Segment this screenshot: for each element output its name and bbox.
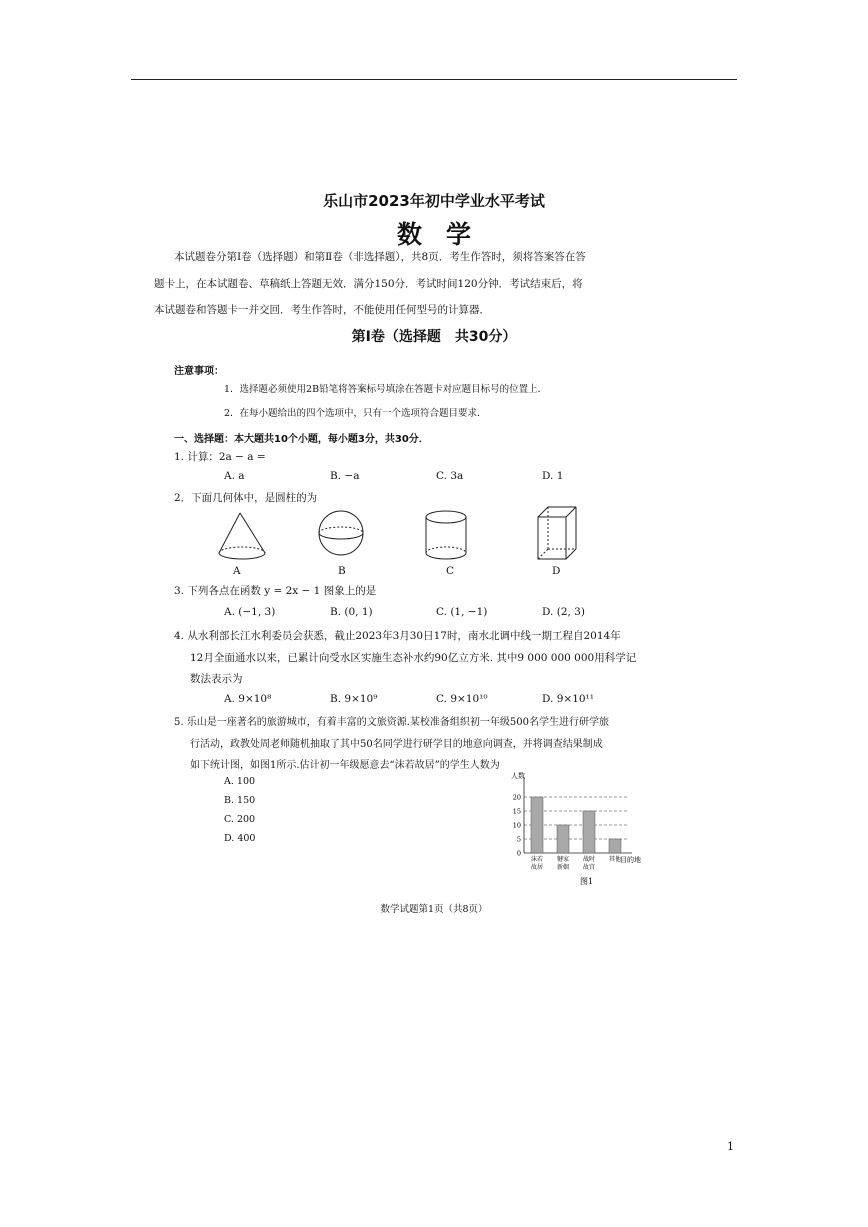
q5-line-1: 5. 乐山是一座著名的旅游城市，有着丰富的文旅资源.某校准备组织初一年级500名学生进行研学旅 bbox=[174, 717, 609, 728]
q2-label-b: B bbox=[338, 565, 346, 577]
q3-option-d: D. (2, 3) bbox=[542, 606, 585, 618]
section-heading: 第Ⅰ卷（选择题 共30分） bbox=[351, 329, 517, 345]
chart-x-tick-label: 犍家 bbox=[556, 856, 570, 863]
intro-line-1: 本试题卷分第Ⅰ卷（选择题）和第Ⅱ卷（非选择题），共8页．考生作答时，须将答案答在答 bbox=[174, 251, 586, 263]
chart-x-tick-label: 故居 bbox=[530, 864, 544, 871]
q5-option-c: C. 200 bbox=[224, 814, 256, 825]
q2-stem: 2．下面几何体中，是圆柱的为 bbox=[174, 492, 318, 504]
chart-bar bbox=[583, 811, 595, 853]
intro-line-2: 题卡上，在本试题卷、草稿纸上答题无效．满分150分．考试时间120分钟．考试结束后，将 bbox=[154, 278, 583, 290]
note-item-2: 2．在每小题给出的四个选项中，只有一个选项符合题目要求． bbox=[224, 408, 487, 419]
q1-option-a: A. a bbox=[224, 470, 245, 482]
sphere-figure bbox=[319, 511, 363, 555]
notes-heading: 注意事项： bbox=[174, 366, 224, 377]
top-rule bbox=[131, 79, 737, 80]
chart-ylabel: 人数 bbox=[511, 772, 525, 780]
q5-option-b: B. 150 bbox=[224, 795, 256, 806]
q2-label-c: C bbox=[446, 565, 455, 577]
chart-bar bbox=[609, 839, 621, 853]
q3-stem: 3. 下列各点在函数 y = 2x − 1 图象上的是 bbox=[174, 585, 377, 597]
chart-x-tick-label: 沫若 bbox=[530, 856, 544, 863]
q1-option-b: B. −a bbox=[330, 470, 360, 482]
q5-line-2: 行活动，政教处周老师随机抽取了其中50名同学进行研学目的地意向调查，并将调查结果制成 bbox=[190, 739, 603, 750]
q2-label-d: D bbox=[552, 565, 561, 577]
part-heading: 一、选择题：本大题共10个小题，每小题3分，共30分． bbox=[174, 434, 429, 445]
chart-x-tick-label: 其他 bbox=[608, 856, 622, 863]
q2-label-a: A bbox=[233, 565, 241, 577]
q3-option-c: C. (1, −1) bbox=[436, 606, 488, 618]
cone-figure bbox=[219, 513, 265, 559]
q4-option-a: A. 9×10⁸ bbox=[224, 693, 272, 705]
q1-option-c: C. 3a bbox=[436, 470, 464, 482]
q4-line-2: 12月全面通水以来，已累计向受水区实施生态补水约90亿立方米. 其中9 000 000 000用科学记 bbox=[190, 652, 637, 664]
q3-option-b: B. (0, 1) bbox=[330, 606, 373, 618]
chart-x-tick-label: 故宫 bbox=[582, 864, 596, 871]
q4-line-3: 数法表示为 bbox=[190, 673, 243, 685]
q4-option-d: D. 9×10¹¹ bbox=[542, 693, 594, 705]
intro-line-3: 本试题卷和答题卡一并交回．考生作答时，不能使用任何型号的计算器． bbox=[154, 304, 490, 316]
chart-bar bbox=[557, 825, 569, 853]
q1-option-d: D. 1 bbox=[542, 470, 564, 482]
chart-y-tick-label: 15 bbox=[512, 807, 521, 816]
q4-line-1: 4. 从水利部长江水利委员会获悉，截止2023年3月30日17时，南水北调中线一期工程自2014年 bbox=[174, 630, 621, 642]
exam-title: 乐山市2023年初中学业水平考试 bbox=[323, 192, 545, 210]
page-footer: 数学试题第1页（共8页） bbox=[380, 904, 488, 915]
cylinder-figure bbox=[426, 511, 466, 559]
q4-option-c: C. 9×10¹⁰ bbox=[436, 693, 488, 705]
q2-solids-figure bbox=[210, 505, 600, 580]
page-number: 1 bbox=[727, 1140, 734, 1153]
q3-option-a: A. (−1, 3) bbox=[224, 606, 276, 618]
chart-y-tick-label: 0 bbox=[516, 849, 521, 858]
q4-option-b: B. 9×10⁹ bbox=[330, 693, 378, 705]
chart-x-tick-label: 新姻 bbox=[556, 864, 570, 871]
cuboid-figure bbox=[538, 507, 576, 559]
q5-option-a: A. 100 bbox=[224, 776, 256, 787]
chart-bar bbox=[531, 797, 543, 853]
q5-option-d: D. 400 bbox=[224, 833, 256, 844]
q5-line-3: 如下统计图，如图1所示.估计初一年级愿意去“沫若故居”的学生人数为 bbox=[190, 760, 500, 771]
chart-xlabel: 目的地 bbox=[620, 856, 641, 864]
chart-y-tick-label: 20 bbox=[512, 793, 521, 802]
chart-y-tick-label: 5 bbox=[516, 835, 521, 844]
chart-caption: 图1 bbox=[580, 877, 594, 886]
q5-bar-chart bbox=[500, 768, 680, 890]
chart-y-tick-label: 10 bbox=[512, 821, 521, 830]
q1-stem: 1. 计算：2a − a = bbox=[174, 451, 266, 463]
note-item-1: 1．选择题必须使用2B铅笔将答案标号填涂在答题卡对应题目标号的位置上． bbox=[224, 384, 548, 395]
subject-heading: 数学 bbox=[396, 220, 495, 249]
chart-x-tick-label: 战时 bbox=[582, 856, 596, 863]
